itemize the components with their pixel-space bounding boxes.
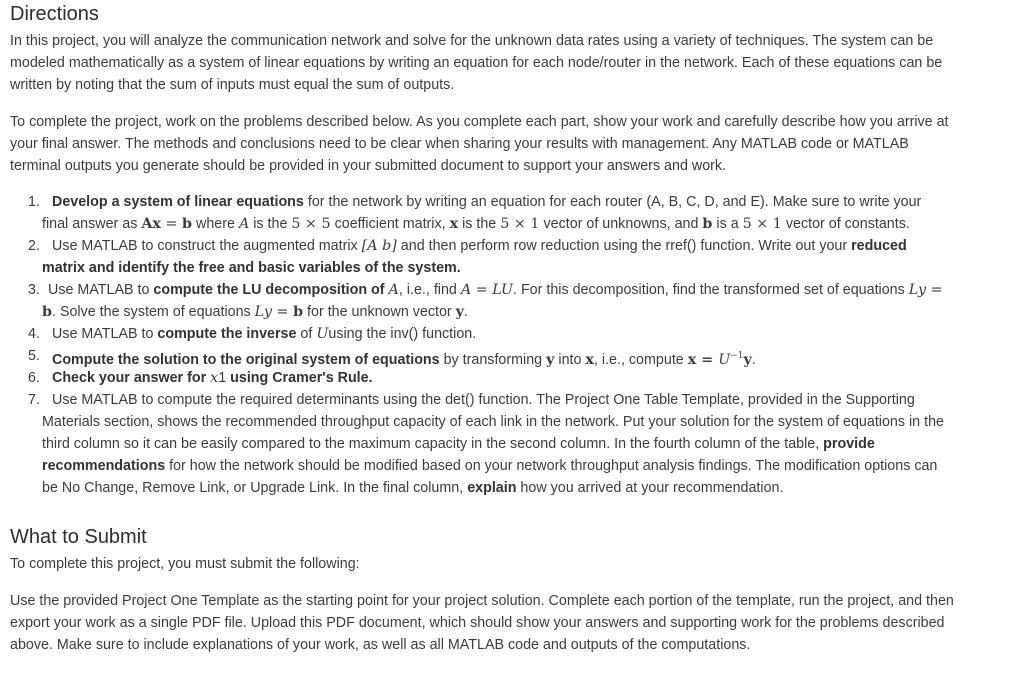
submit-body: Use the provided Project One Template as the starting point for your project solution. Complete each portion of the template, run the project, and then export your work as a single PDF file. Upload this PDF document, which should show your answers and supporting work for the problems described above. Make sure to include explanations of your work, as well as all MATLAB code and outputs of the computations. bbox=[10, 593, 954, 653]
step-6-bold: Check your answer for bbox=[52, 370, 211, 386]
step-7 bbox=[28, 389, 946, 499]
step-3-text: for the unknown vector bbox=[303, 304, 456, 320]
math-b: b bbox=[702, 216, 713, 232]
step-3-text: Use MATLAB to bbox=[48, 282, 154, 298]
step-3-text: , i.e., find bbox=[398, 282, 461, 298]
step-number: 3. bbox=[28, 282, 40, 298]
math-y: y bbox=[546, 351, 555, 368]
intro-paragraph-2: To complete the project, work on the problems described below. As you complete each part, show your work and carefully describe how you arrive at your final answer. The methods and conclusions need to be clear when sharing your results with management. Any MATLAB code or MATLAB terminal outputs you generate should be provided in your submitted document to support your answers and work. bbox=[10, 114, 949, 174]
math-eq: = bbox=[160, 216, 183, 232]
step-7-text: for how the network should be modified based on your network throughput analysis findings. The modification options can be No Change, Remove Link, or Upgrade Link. In the final column, bbox=[42, 458, 938, 496]
math-augmented-matrix: [A b] bbox=[361, 238, 397, 254]
math-b: b bbox=[182, 216, 193, 232]
step-5-text: , i.e., compute bbox=[593, 351, 688, 368]
step-2-text: Use MATLAB to construct the augmented matrix bbox=[52, 238, 362, 254]
step-number: 5. bbox=[28, 348, 40, 364]
math-a: A bbox=[388, 282, 399, 298]
math-x1: x bbox=[210, 370, 219, 386]
step-3-text: . For this decomposition, find the transformed set of equations bbox=[513, 282, 909, 298]
step-1 bbox=[28, 191, 946, 235]
directions-heading: Directions bbox=[10, 3, 99, 25]
step-number: 7. bbox=[28, 392, 40, 408]
step-5 bbox=[28, 345, 946, 367]
step-number: 2. bbox=[28, 238, 40, 254]
step-7-bold: provide recommendations bbox=[42, 436, 875, 474]
math-inverse-exponent: −1 bbox=[730, 351, 744, 361]
step-5-text: by transforming bbox=[439, 351, 547, 368]
step-1-text: vector of constants. bbox=[781, 216, 910, 232]
math-x: x bbox=[449, 216, 459, 232]
step-1-text: coefficient matrix, bbox=[330, 216, 450, 232]
step-6 bbox=[28, 367, 946, 389]
step-6-bold: using Cramer's Rule. bbox=[226, 370, 373, 386]
step-7-bold: explain bbox=[467, 480, 517, 496]
step-5-text: . bbox=[751, 351, 756, 368]
step-4 bbox=[28, 323, 946, 345]
step-1-text: is the bbox=[458, 216, 501, 232]
step-2 bbox=[28, 235, 946, 279]
step-7-text: how you arrived at your recommendation. bbox=[516, 480, 784, 496]
math-u-inverse: U bbox=[718, 351, 731, 368]
step-1-text: where bbox=[192, 216, 239, 232]
step-number: 1. bbox=[28, 194, 40, 210]
step-4-bold: compute the inverse bbox=[157, 326, 297, 342]
step-3-bold: compute the LU decomposition of bbox=[153, 282, 385, 298]
math-a-eq-lu: A = LU bbox=[460, 282, 513, 298]
math-x: x bbox=[585, 351, 594, 368]
math-u: U bbox=[316, 326, 329, 342]
math-y: y bbox=[743, 351, 752, 368]
step-3-text: . Solve the system of equations bbox=[52, 304, 255, 320]
steps-list bbox=[28, 191, 946, 499]
math-ly: Ly bbox=[254, 304, 272, 320]
step-5-bold: Compute the solution to the original system of equations bbox=[52, 351, 440, 368]
step-1-text: is a bbox=[712, 216, 743, 232]
submit-intro: To complete this project, you must submit the following: bbox=[10, 556, 360, 572]
step-3 bbox=[28, 279, 946, 323]
intro-paragraph-1: In this project, you will analyze the communication network and solve for the unknown data rates using a variety of techniques. The system can be modeled mathematically as a system of linear equations by writing an equation for each node/router in the network. Each of these equations can be written by noting that the sum of inputs must equal the sum of outputs. bbox=[10, 33, 943, 93]
step-1-text: for the network by writing an equation for each router (A, B, C, D, and E). Make sure to write your final answer as bbox=[42, 194, 922, 232]
step-7-text: Use MATLAB to compute the required determinants using the det() function. The Project One Table Template, provided in the Supporting Materials section, shows the recommended throughput capacity of each link in the network. Put your solution for the system of equations in the third column so it can be easily compared to the maximum capacity in the second column. In the fourth column of the table, bbox=[42, 392, 944, 452]
math-eq: = bbox=[271, 304, 294, 320]
step-4-text: using the inv() function. bbox=[328, 326, 477, 342]
math-a: A bbox=[238, 216, 250, 232]
math-ax: Ax bbox=[141, 216, 161, 232]
math-5x1: 5 × 1 bbox=[500, 216, 540, 232]
math-x-eq: x = bbox=[687, 351, 719, 368]
step-2-bold: reduced matrix and identify the free and basic variables of the system. bbox=[42, 238, 907, 276]
step-1-bold: Develop a system of linear equations bbox=[52, 194, 304, 210]
what-to-submit-heading: What to Submit bbox=[10, 526, 147, 548]
step-4-text: Use MATLAB to bbox=[52, 326, 158, 342]
math-5x5: 5 × 5 bbox=[291, 216, 331, 232]
step-number: 6. bbox=[28, 370, 40, 386]
math-5x1: 5 × 1 bbox=[742, 216, 782, 232]
math-b: b bbox=[293, 304, 304, 320]
step-4-text: of bbox=[296, 326, 317, 342]
step-5-text: into bbox=[554, 351, 586, 368]
math-y: y bbox=[455, 304, 464, 320]
step-2-text: and then perform row reduction using the rref() function. Write out your bbox=[396, 238, 852, 254]
math-b: b bbox=[42, 304, 52, 320]
step-number: 4. bbox=[28, 326, 40, 342]
math-x1-subscript: 1 bbox=[218, 370, 227, 386]
math-eq: = bbox=[926, 282, 943, 298]
step-1-text: vector of unknowns, and bbox=[539, 216, 703, 232]
step-1-text: is the bbox=[249, 216, 292, 232]
step-3-text: . bbox=[463, 304, 468, 320]
math-ly: Ly bbox=[908, 282, 927, 298]
